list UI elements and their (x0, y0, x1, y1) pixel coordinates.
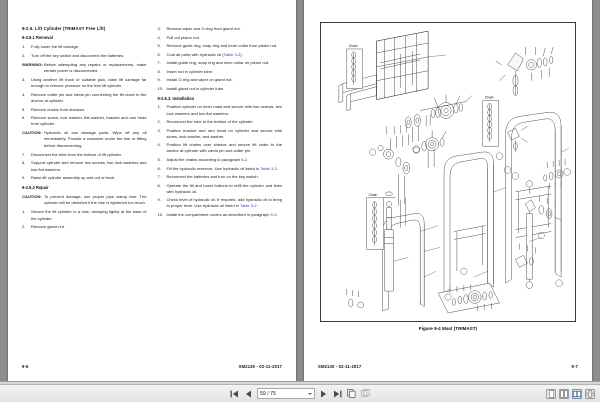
bottom-left-bolt-cluster (347, 289, 364, 308)
list-item-number: 9. (157, 197, 161, 203)
list-item-text-after: . (276, 211, 278, 217)
list-item-text: Remove wiper and O-ring from gland nut. (166, 26, 241, 31)
top-right-mount-cluster (508, 126, 528, 152)
list-item-number: 10. (157, 85, 164, 91)
list-item-number: 6. (157, 51, 161, 57)
list-item-text: Operate the lift and lower buttons to refill the cylinder and lines with hydraulic oil. (166, 182, 282, 194)
list-item-text: Raise lift cylinder assembly up and out of truck. (31, 175, 116, 181)
subsection-heading-repair: 9-2.5.2 Repair (22, 185, 49, 191)
last-page-icon (333, 390, 342, 398)
subsection-heading-installation: 9-2.5.3. Installation (157, 95, 195, 101)
list-item-number: 3. (22, 77, 26, 83)
view-two-page-spread-button[interactable] (572, 389, 582, 399)
view-facing-pages-button[interactable] (559, 389, 569, 399)
list-item-number: 9. (22, 175, 26, 181)
section-heading: 9-2.5. Lift Cylinder (TRIMAST Free Lift) (22, 26, 106, 31)
page-number: 9-7 (571, 364, 578, 369)
list-item-number: 7. (157, 174, 161, 180)
list-item-text: Insert rod in cylinder tube. (166, 68, 214, 74)
cross-reference-link[interactable]: Table 3-2 (223, 51, 241, 57)
list-item-number: 8. (157, 182, 161, 188)
cross-reference-link[interactable]: 5-3 (270, 211, 277, 217)
list-item-number: 2. (22, 52, 26, 58)
list-item-text-after: . (276, 165, 278, 171)
list-item (158, 197, 283, 209)
list-item (158, 119, 283, 125)
left-page-column-2 (158, 26, 283, 346)
view-single-page-button[interactable] (546, 389, 556, 399)
chain-label: Chain (368, 192, 378, 197)
first-page-icon (230, 390, 239, 398)
list-item-number: 8. (22, 160, 26, 166)
list-item-number: 10. (157, 211, 164, 217)
list-item-text: Install O-ring and wiper on gland nut. (166, 77, 233, 83)
warning-note (22, 62, 147, 74)
list-item-text: Remove screw, lock washer, flat washer, bracket and ram head from cylinder. (31, 115, 147, 127)
list-item (158, 212, 283, 218)
list-item-number: 5. (157, 43, 161, 49)
list-item (158, 128, 283, 140)
list-item (22, 53, 147, 59)
list-item (158, 77, 283, 83)
list-item (158, 35, 283, 41)
list-item-text: Pull out piston rod. (166, 34, 201, 40)
cross-reference-link[interactable]: Table 3-2 (260, 165, 277, 171)
pdf-navigation-group (0, 388, 600, 400)
list-item (158, 52, 283, 58)
list-item-text-after: ). (240, 51, 243, 57)
chain-callout-left (347, 49, 363, 89)
list-item-text: Remove guide ring, snap ring and inner collar from piston rod. (166, 43, 278, 49)
list-item-text: Using another lift truck or suitable jack, raise lift carriage far enough to remove pressure on the free lift cylinder (31, 77, 147, 89)
figure-caption: Figure 9-4 Mast (TRIMAST) (418, 326, 478, 331)
list-item-text-after: . (247, 157, 249, 163)
list-item-number: 5. (157, 157, 161, 163)
list-item-number: 3. (157, 26, 161, 31)
list-item-number: 1. (22, 44, 26, 50)
list-item-text: Remove gland nut. (31, 224, 65, 230)
chain-callout-lower-left (367, 198, 384, 250)
list-item (22, 175, 147, 181)
list-item-text: Turn off the key switch and disconnect the batteries. (31, 52, 125, 58)
chevron-right-icon (320, 390, 327, 398)
list-item-text: Disconnect the tube from the bottom of lift cylinder. (31, 151, 122, 157)
list-item-number: 7. (22, 151, 26, 157)
subsection-heading-removal: 9-2.5.1 Removal (22, 35, 53, 41)
list-item (22, 77, 147, 89)
caution-text: To prevent damage, use proper pipe clamp vise. The cylinder will be distorted if the vise is tightened too much. (44, 193, 147, 206)
list-item (158, 26, 283, 32)
list-item (22, 224, 147, 230)
list-item-number: 7. (157, 60, 161, 66)
list-item-number: 4. (157, 34, 161, 40)
list-item-number: 4. (157, 142, 161, 148)
sheave-hardware-cluster-1 (405, 95, 471, 143)
page-footer-left (22, 364, 282, 369)
chain-label: Chain (348, 43, 358, 48)
list-item (158, 60, 283, 66)
sheave-hardware-cluster-2 (413, 130, 446, 168)
list-item (22, 115, 147, 127)
list-item (22, 44, 147, 50)
list-item (22, 92, 147, 104)
list-item-number: 1. (157, 104, 161, 110)
list-item-text: Position bracket and ram head on cylinder and secure with screw, lock washer, and washer. (166, 127, 282, 139)
list-item (22, 107, 147, 113)
warning-label: WARNING: (22, 61, 43, 67)
list-item-number: 6. (157, 165, 161, 171)
chain-callout-center (483, 101, 499, 147)
previous-page-button[interactable] (243, 388, 254, 400)
cross-reference-link[interactable]: 6-2 (241, 157, 248, 163)
list-item (158, 174, 283, 180)
list-item-text: Fill the hydraulic reservoir. Use hydraulic oil listed in (166, 165, 261, 171)
list-item-text: Support cylinder and remove two screws, two lock washers and two flat washers. (31, 160, 147, 172)
pdf-view-mode-group (546, 389, 595, 399)
list-item-number: 1. (22, 209, 26, 215)
page-indicator-text: 59 / 75 (260, 390, 276, 397)
caution-text: Hydraulic oil can damage parts. Wipe off any oil immediately. Provide a container under the line or fitting before disconnecting. (44, 130, 147, 148)
list-item-number: 3. (157, 127, 161, 133)
list-item (158, 157, 283, 163)
list-item (22, 160, 147, 172)
chevron-left-icon (245, 390, 252, 398)
list-item-text: Install the compartment covers as described in paragraph (166, 211, 271, 217)
page-number: 9-6 (22, 364, 29, 369)
next-page-button[interactable] (318, 388, 329, 400)
list-item-number: 5. (22, 106, 26, 112)
list-item-text: Position lift chains over sheave and secure lift chain to the anchor at cylinder with clevis pin and cotter pin. (166, 142, 282, 154)
list-item (158, 183, 283, 195)
view-fit-page-button[interactable] (585, 389, 595, 399)
caution-note (22, 194, 147, 206)
lower-left-hardware-cluster (378, 124, 410, 205)
list-item (158, 104, 283, 116)
list-item (158, 86, 283, 92)
fit-page-icon (586, 390, 594, 398)
list-item-text: Check level of hydraulic oil. If required, add hydraulic oil to bring to proper level. Use hydraulic oil listed in (166, 197, 282, 209)
list-item-text: Adjust the chains according to paragraph (166, 157, 242, 163)
left-page-column-1 (22, 26, 147, 346)
list-item-text: Remove chains from sheaves. (31, 106, 86, 112)
list-item-number: 2. (22, 224, 26, 230)
list-item (22, 152, 147, 158)
warning-text: Before attempting any repairs or replacements, make certain power is disconnected. (44, 61, 147, 73)
duplicate-button[interactable] (360, 388, 371, 400)
first-page-button[interactable] (229, 388, 240, 400)
list-item-number: 2. (157, 119, 161, 125)
copy-button[interactable] (346, 388, 357, 400)
duplicate-icon (361, 389, 370, 398)
outer-mast-rail (506, 112, 562, 283)
callout-bubbles (369, 147, 570, 300)
copy-icon (347, 389, 356, 398)
last-page-button[interactable] (332, 388, 343, 400)
list-item-text: Install gland nut in cylinder tube. (166, 85, 225, 91)
list-item (158, 166, 283, 172)
list-item (158, 43, 283, 49)
figure-mast-diagram (320, 22, 576, 322)
cross-reference-link[interactable]: Table 3-2 (239, 203, 257, 209)
list-item-text: Install guide ring, snap ring and inner collar on piston rod. (166, 60, 270, 66)
lift-cylinder-assembly (383, 192, 406, 291)
document-id: SM2130 - 02-11-2017 (238, 364, 282, 369)
document-id: SM2130 - 02-11-2017 (318, 364, 362, 369)
list-item-text: Reconnect the tube to the bottom of the cylinder. (166, 119, 254, 125)
list-item (158, 142, 283, 154)
page-number-input[interactable] (257, 388, 315, 399)
chain-label: Chain (484, 95, 494, 100)
mast-exploded-diagram-svg (321, 23, 575, 321)
list-item-text: Coat all parts with hydraulic oil ( (166, 51, 224, 57)
facing-pages-icon (560, 390, 568, 398)
caution-note (22, 130, 147, 148)
list-item-text-after: . (256, 203, 258, 209)
list-item-number: 9. (157, 77, 161, 83)
list-item (158, 69, 283, 75)
list-item-text: Remove cotter pin and clevis pin connecting the lift chain to the anchor at cylinder. (31, 91, 147, 103)
list-item-text: Position cylinder on inner mast and secure with two screws, two lock washers and two flat washers. (166, 104, 282, 116)
upper-right-hardware-cluster (496, 47, 554, 96)
right-bolt-cluster (544, 159, 565, 189)
right-cylinder-rod-assembly (525, 181, 561, 289)
caution-label: CAUTION: (22, 193, 42, 199)
pdf-page-left (8, 0, 296, 381)
single-page-icon (548, 390, 555, 398)
pdf-toolbar (0, 384, 600, 402)
center-bottom-hardware-cluster (438, 283, 500, 313)
list-item-text: Fully lower the lift carriage. (31, 44, 80, 50)
list-item-number: 8. (157, 68, 161, 74)
page-footer-right (318, 364, 578, 369)
list-item-text: Secure the lift cylinder in a vise, clamping lightly at the base of the cylinder. (31, 209, 147, 221)
chevron-down-icon[interactable] (308, 393, 312, 395)
list-item-text: Reconnect the batteries and turn on the key-switch. (166, 174, 259, 180)
list-item-number: 4. (22, 91, 26, 97)
list-item (22, 209, 147, 221)
caution-label: CAUTION: (22, 130, 42, 136)
list-item-number: 6. (22, 115, 26, 121)
pdf-page-right (304, 0, 592, 381)
two-page-spread-icon (573, 390, 581, 398)
